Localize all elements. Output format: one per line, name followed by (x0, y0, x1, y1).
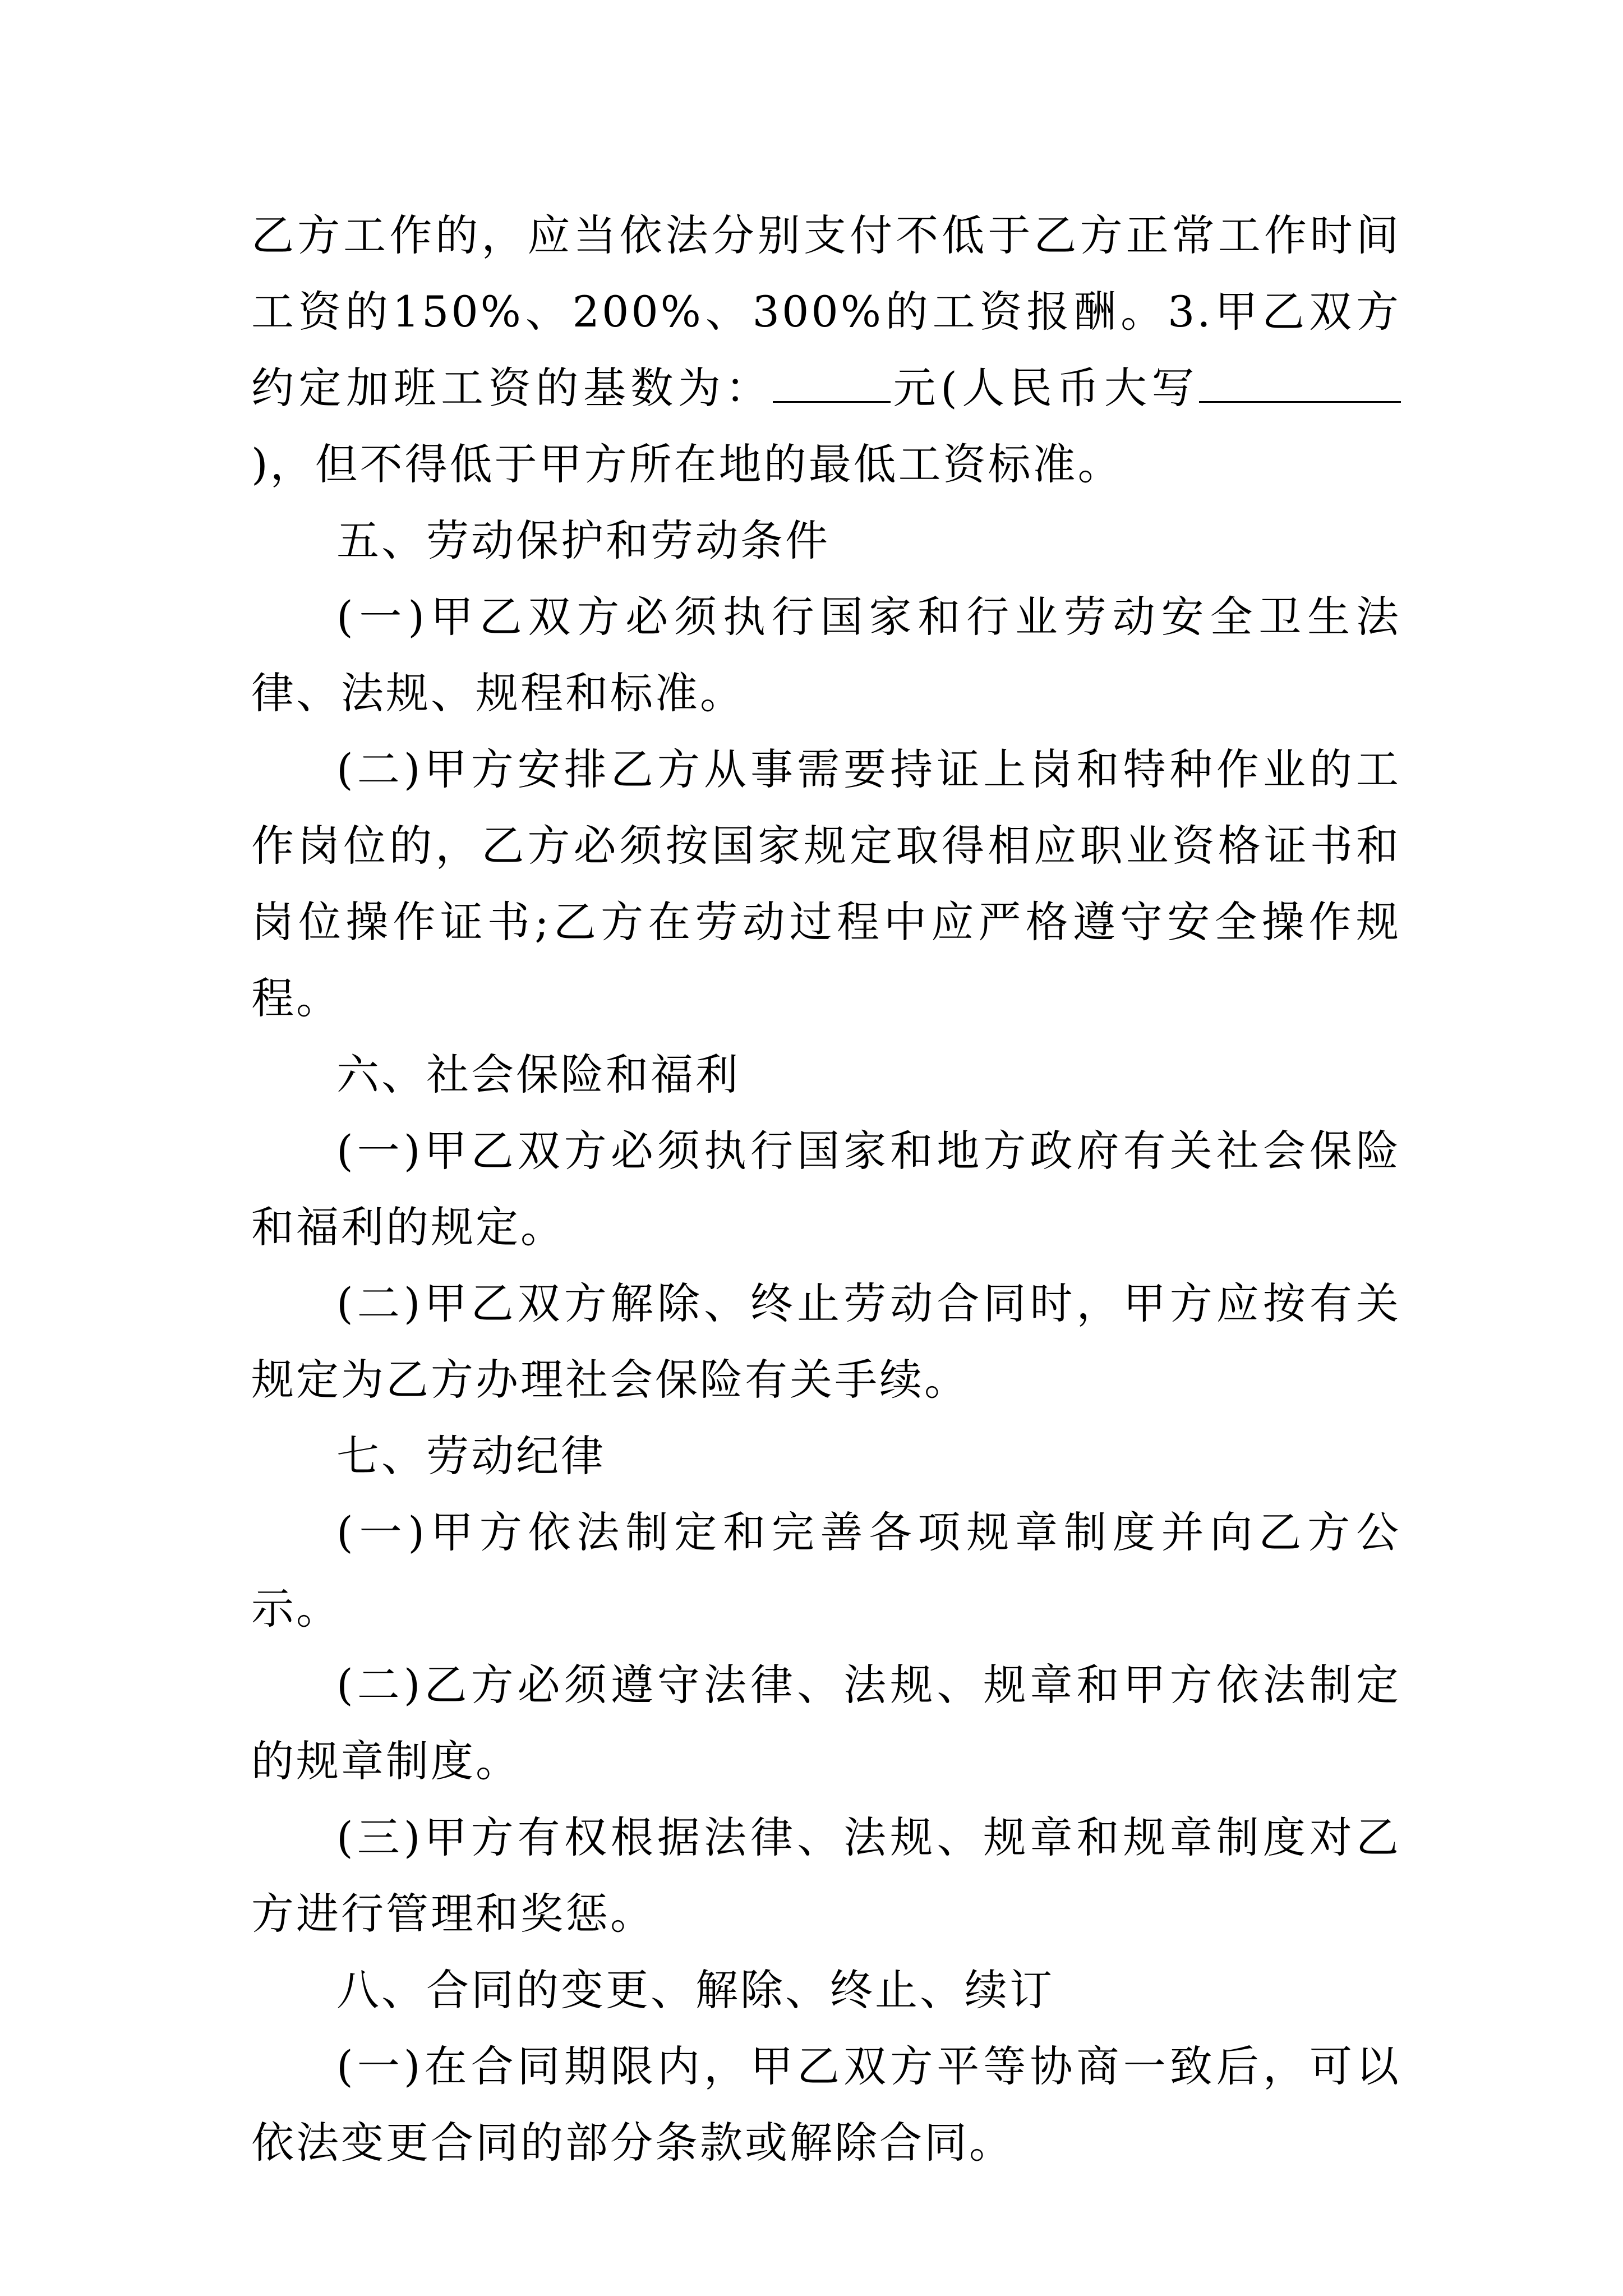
section-heading-7: 七、劳动纪律 (336, 1431, 606, 1481)
paragraph-5-2: (二)甲方安排乙方从事需要持证上岗和特种作业的工作岗位的，乙方必须按国家规定取得相应职业资格证书和岗位操作证书;乙方在劳动过程中应严格遵守安全操作规程。 (251, 744, 1401, 1023)
currency-text: 元(人民币大写 (891, 363, 1200, 413)
amount-in-words-blank (1199, 362, 1401, 403)
overtime-pay-text: 乙方工作的，应当依法分别支付不低于乙方正常工作时间工资的150%、200%、300%的工资报酬。3.甲乙双方约定加班工资的基数为： (251, 210, 1401, 413)
paragraph-6-2: (二)甲乙双方解除、终止劳动合同时，甲方应按有关规定为乙方办理社会保险有关手续。 (251, 1278, 1401, 1405)
paragraph-7-2: (二)乙方必须遵守法律、法规、规章和甲方依法制定的规章制度。 (251, 1660, 1401, 1786)
paragraph-overtime-pay (251, 197, 1401, 503)
overtime-base-amount-blank (773, 362, 891, 403)
minimum-wage-text: )，但不得低于甲方所在地的最低工资标准。 (251, 439, 1123, 489)
section-heading-8: 八、合同的变更、解除、终止、续订 (336, 1965, 1054, 2015)
document-body (251, 197, 1401, 2181)
paragraph-5-1: (一)甲乙双方必须执行国家和行业劳动安全卫生法律、法规、规程和标准。 (251, 592, 1401, 718)
paragraph-7-1: (一)甲方依法制定和完善各项规章制度并向乙方公示。 (251, 1507, 1401, 1634)
section-heading-5: 五、劳动保护和劳动条件 (336, 516, 830, 565)
paragraph-7-3: (三)甲方有权根据法律、法规、规章和规章制度对乙方进行管理和奖惩。 (251, 1812, 1401, 1939)
paragraph-8-1: (一)在合同期限内，甲乙双方平等协商一致后，可以依法变更合同的部分条款或解除合同。 (251, 2041, 1401, 2168)
section-heading-6: 六、社会保险和福利 (336, 1050, 740, 1099)
paragraph-6-1: (一)甲乙双方必须执行国家和地方政府有关社会保险和福利的规定。 (251, 1126, 1401, 1252)
